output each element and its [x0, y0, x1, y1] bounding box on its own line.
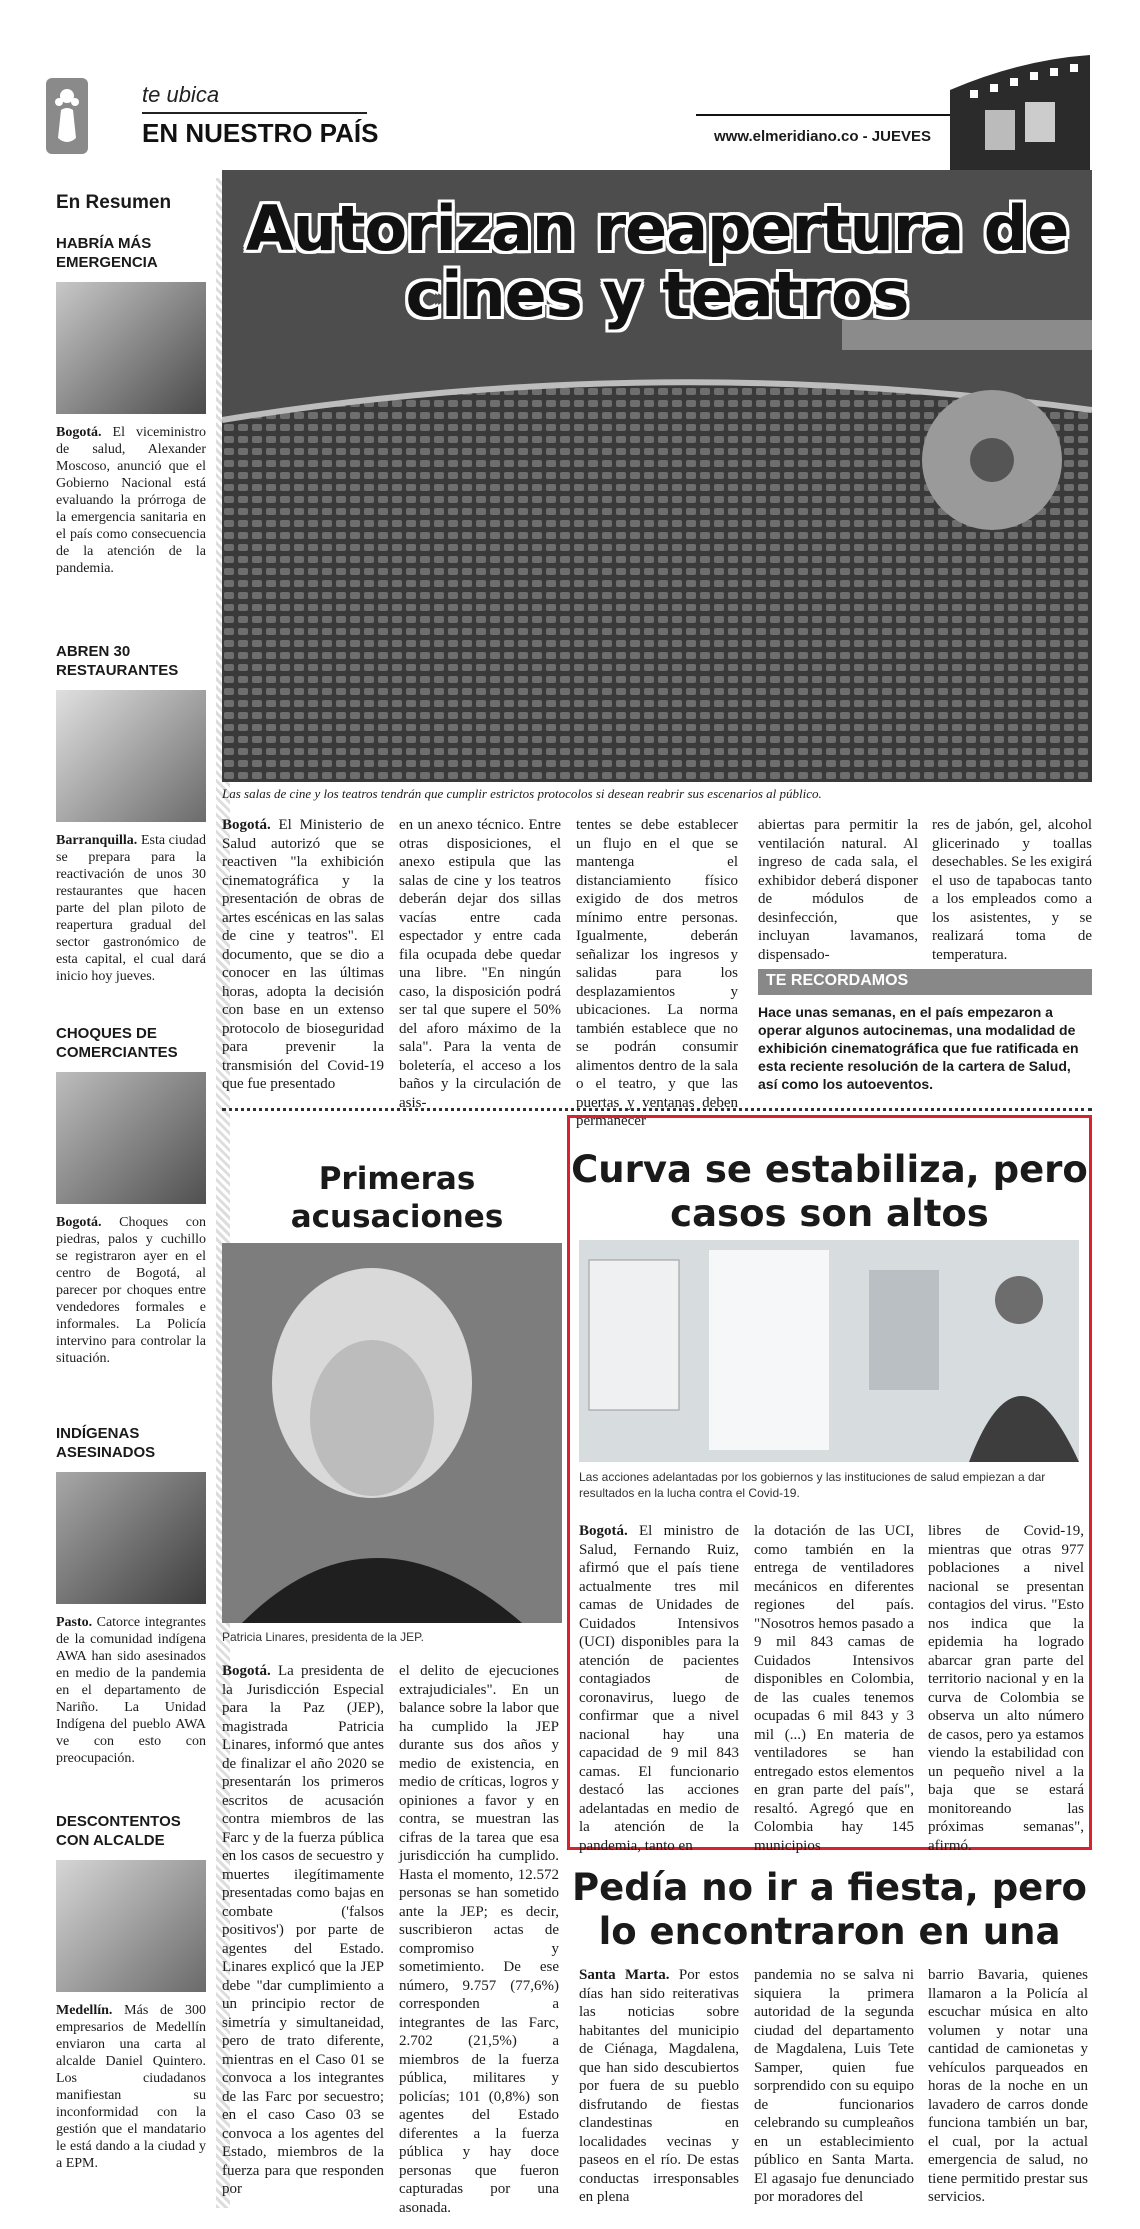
- summary-photo: [56, 1072, 206, 1204]
- summary-photo: [56, 282, 206, 414]
- summary-photo: [56, 1472, 206, 1604]
- summary-photo: [56, 1860, 206, 1992]
- summary-lead: Bogotá.: [56, 1215, 102, 1230]
- curva-column-1: [579, 1522, 739, 1855]
- dateline: Bogotá.: [222, 1663, 271, 1679]
- sidebar-title: En Resumen: [56, 192, 172, 213]
- summary-text: [56, 2002, 206, 2172]
- article-text: El Ministerio de Salud autorizó que se reactiven "la exhibición cinematográfica y la presentación de obras de artes escénicas en las salas de cine y teatros". El documento, que se dio a conocer en las últimas horas, adopta la decisión con base en un extenso protocolo de bioseguridad para prevenir la transmisión del Covid-19 que fue presentado: [222, 817, 384, 1092]
- main-column-3: tentes se debe establecer un flujo en el que se mantenga el distanciamiento físico exigido de dos metros mínimo entre personas. Igualmente, deberán señalizar los ingresos y salidas para los desplazamientos y ubicaciones. La norma también establece que no se podrán consumir alimentos dentro de la sala o el teatro, y que las puertas y ventanas deben permanecer: [576, 817, 738, 1129]
- pedia-column-3: barrio Bavaria, quienes llamaron a la Policía al escuchar música en alto volumen y notar una cantidad de camionetas y vehículos parqueados en horas de la noche en un lavadero de carros donde funciona también un bar, el cual, por la actual emergencia de salud, no tiene permitido prestar sus servicios.: [928, 1967, 1088, 2205]
- dateline: Bogotá.: [579, 1523, 628, 1539]
- section-title: EN NUESTRO PAÍS: [142, 118, 379, 148]
- main-column-1: [222, 816, 384, 1094]
- summary-body: Más de 300 empresarios de Medellín enviaron una carta al alcalde Daniel Quintero. Los ciudadanos manifiestan su inconformidad con la gestión que el mandatario le está dando a la ciudad y a EPM.: [56, 2003, 206, 2171]
- summary-body: El viceministro de salud, Alexander Moscoso, anunció que el Gobierno Nacional está evaluando la prórroga de la emergencia sanitaria en el país como consecuencia de la atención de la pandemia.: [56, 425, 206, 576]
- summary-body: Choques con piedras, palos y cuchillo se registraron ayer en el centro de Bogotá, al parecer por choques entre vendedores formales e informales. La Policía intervino para controlar la situación.: [56, 1215, 206, 1366]
- summary-text: [56, 1214, 206, 1367]
- summary-text: [56, 832, 206, 985]
- summary-lead: Barranquilla.: [56, 833, 138, 848]
- summary-heading: CHOQUES DE COMERCIANTES: [56, 1025, 178, 1061]
- summary-heading: HABRÍA MÁS EMERGENCIA: [56, 235, 158, 271]
- summary-lead: Pasto.: [56, 1615, 93, 1630]
- summary-body: Esta ciudad se prepara para la reactivación de unos 30 restaurantes que hacen parte del plan piloto de reapertura gradual del sector gastronómico de esta capital, el cual dará inicio hoy jueves.: [56, 833, 206, 984]
- summary-body: Catorce integrantes de la comunidad indígena AWA han sido asesinados en medio de la pandemia en el departamento de Nariño. La Unidad Indígena del pueblo AWA ve con esto con preocupación.: [56, 1615, 206, 1766]
- summary-heading: INDÍGENAS ASESINADOS: [56, 1425, 156, 1461]
- icu-caption: Las acciones adelantadas por los gobiernos y las instituciones de salud empiezan a dar resultados en la lucha contra el Covid-19.: [579, 1470, 1046, 1500]
- main-photo-caption: Las salas de cine y los teatros tendrán que cumplir estrictos protocolos si desean reabrir sus escenarios al público.: [222, 786, 822, 801]
- main-column-4: abiertas para permitir la ventilación natural. Al ingreso de cada sala, el exhibidor deberá disponer de módulos de desinfección, que incluyan lavamanos, dispensado-: [758, 817, 918, 963]
- summary-lead: Bogotá.: [56, 425, 102, 440]
- linares-caption: Patricia Linares, presidenta de la JEP.: [222, 1630, 424, 1644]
- primeras-column-2: el delito de ejecuciones extrajudiciales". En un balance sobre la labor que ha cumplido la JEP durante sus dos años y medio de existencia, en medio de críticas, logros y opiniones a favor y en contra, se muestran las cifras de la tarea que esa jurisdicción ha cumplido. Hasta el momento, 12.572 personas se han sometido ante la JEP; es decir, suscribieron actas de compromiso y sometimiento. De ese número, 9.757 (77,6%) corresponden a integrantes de las Farc, 2.702 (21,5%) a miembros de la fuerza pública, militares y policías; 101 (0,8%) son agentes del Estado diferentes a la fuerza pública y hay doce personas que fueron capturadas por una asonada.: [399, 1663, 559, 2216]
- article-text: La presidenta de la Jurisdicción Especial para la Paz (JEP), magistrada Patricia Linares, informó que antes de finalizar el año 2020 se presentarán los primeros escritos de acusación contra miembros de las Farc y de la fuerza pública en los casos de secuestro y muertes ilegítimamente presentadas como bajas en combate ('falsos positivos') por parte de agentes del Estado. Linares explicó que la JEP debe "dar cumplimiento a un principio rector de simetría y simultaneidad, pero de trato diferente, mientras en el Caso 01 se convoca a los integrantes de las Farc por secuestro; en el caso Caso 03 se convoca a los agentes del Estado, miembros de la fuerza para que responden por: [222, 1663, 384, 2197]
- section-logo-icon: [46, 78, 88, 154]
- primeras-column-1: [222, 1662, 384, 2199]
- summary-text: [56, 1614, 206, 1767]
- dateline: Bogotá.: [222, 817, 271, 833]
- summary-photo: [56, 690, 206, 822]
- main-column-5: res de jabón, gel, alcohol glicerinado y toallas desechables. Se les exigirá el uso de tapabocas tanto a los empleados como a los asistentes, y se realizará toma de temperatura.: [932, 817, 1092, 963]
- section-divider: [222, 1108, 1092, 1111]
- kicker-divider: [142, 112, 367, 114]
- main-column-2: en un anexo técnico. Entre otras disposiciones, el anexo estipula que las salas de cine y los teatros deberán dejar dos sillas vacías entre cada espectador y entre cada fila ocupada debe quedar una libre. "En ningún caso, la disposición podrá ser tal que supere el 50% del aforo máximo de la sala". Para la venta de boletería, el acceso a los baños y la circulación de asis-: [399, 817, 561, 1111]
- summary-lead: Medellín.: [56, 2003, 113, 2018]
- pedia-column-1: [579, 1966, 739, 2207]
- curva-column-2: la dotación de las UCI, como también en la entrega de ventiladores mecánicos en diferentes regiones del país. "Nosotros hemos pasado a 9 mil 843 camas de Cuidados Intensivos disponibles en Colombia, de las cuales tenemos ocupadas 6 mil 843 y 3 mil (...) En materia de ventiladores se han entregado estos elementos en gran parte del país", resaltó. Agregó que en Colombia hay 145 municipios: [754, 1523, 914, 1854]
- pedia-column-2: pandemia no se salva ni siquiera la primera autoridad de la segunda ciudad del departamento de Magdalena, Luis Tete Samper, quien fue sorprendido con su equipo de funcionarios celebrando su cumpleaños en un establecimiento público en Santa Marta. El agasajo fue denunciado por moradores del: [754, 1967, 914, 2205]
- primeras-headline: Primeras acusaciones: [290, 1161, 504, 1235]
- main-headline: Autorizan reapertura de cines y teatros: [245, 192, 1069, 331]
- summary-sidebar: [46, 172, 204, 2212]
- article-text: El ministro de Salud, Fernando Ruiz, afirmó que el país tiene actualmente tres mil camas de Unidades de Cuidados Intensivos (UCI) disponibles para la atención de pacientes contagiados de coronavirus, luego de confirmar que a nivel nacional hay una capacidad de 9 mil 843 camas. El funcionario destacó las acciones adelantadas en medio de la atención de la pandemia, tanto en: [579, 1523, 739, 1854]
- summary-heading: DESCONTENTOS CON ALCALDE: [56, 1813, 181, 1849]
- reminder-label: TE RECORDAMOS: [758, 969, 1092, 995]
- section-kicker: te ubica: [142, 82, 220, 107]
- page-header: [0, 0, 1140, 175]
- pedia-headline: Pedía no ir a fiesta, pero lo encontraron en una: [572, 1866, 1087, 1953]
- linares-photo: [222, 1243, 562, 1623]
- article-text: Por estos días han sido reiterativas las noticias sobre habitantes del municipio de Ciénaga, Magdalena, que han sido descubiertos por fuera de su pueblo disfrutando de fiestas clandestinas en localidades vecinas y paseos en el río. De estas conductas irresponsables en plena: [579, 1967, 739, 2205]
- curva-headline: Curva se estabiliza, pero casos son altos: [571, 1148, 1088, 1235]
- summary-text: [56, 424, 206, 577]
- dateline: Santa Marta.: [579, 1967, 670, 1983]
- icu-photo: [579, 1240, 1079, 1462]
- header-rule: [696, 114, 956, 116]
- curva-column-3: libres de Covid-19, mientras que otras 977 poblaciones a nivel nacional se presentan contagios del virus. "Esto nos indica que la epidemia ha logrado abarcar gran parte del territorio nacional y en la curva de Colombia se observa un alto número de casos, pero ya estamos viendo la estabilidad con un pequeño nivel a la baja que se estará monitoreando las próximas semanas", afirmó.: [928, 1523, 1084, 1854]
- site-date: www.elmeridiano.co - JUEVES: [714, 128, 932, 145]
- summary-heading: ABREN 30 RESTAURANTES: [56, 643, 179, 679]
- reminder-text: Hace unas semanas, en el país empezaron a operar algunos autocinemas, una modalidad de exhibición cinematográfica que fue ratificada en esta reciente resolución de la cartera de Salud, así como los autoeventos.: [758, 1004, 1079, 1092]
